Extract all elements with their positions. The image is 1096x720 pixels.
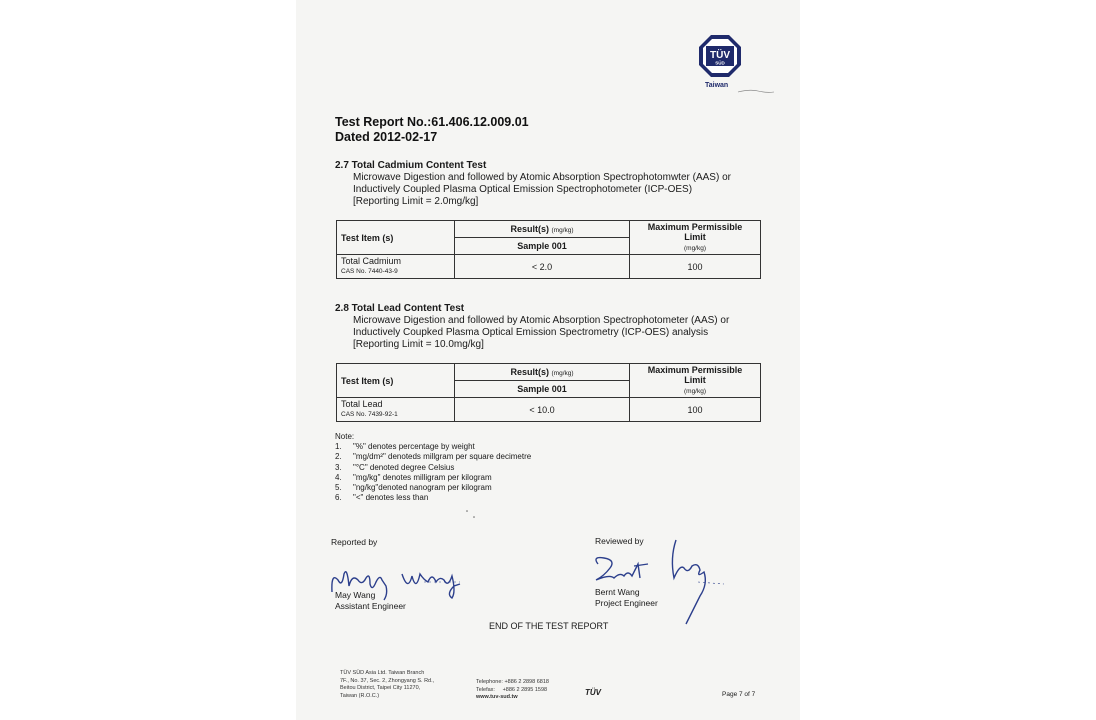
section-line: Inductively Coupled Plasma Optical Emission Spectrophotometer (ICP-OES) [353, 184, 693, 195]
notes [335, 432, 531, 503]
header-results: Result(s) (mg/kg) [455, 221, 630, 238]
note-item: 3. "°C" denoted degree Celsius [335, 462, 455, 472]
page-number: Page 7 of 7 [722, 691, 756, 698]
header-limit: Maximum Permissible Limit (mg/kg) [630, 221, 761, 255]
footer-line: TÜV SÜD Asia Ltd. Taiwan Branch [340, 670, 425, 676]
footer-logo: TÜV [585, 688, 601, 697]
logo-scribble [736, 88, 776, 94]
reported-by-label: Reported by [331, 537, 378, 547]
notes-label: Note: [335, 432, 355, 441]
section-line: Inductively Coupked Plasma Optical Emission Spectrometry (ICP-OES) analysis [353, 327, 709, 338]
note-item: 6. "<" denotes less than [335, 493, 429, 503]
footer-contact [476, 679, 549, 702]
report-page [296, 0, 800, 720]
note-item: 5. "ng/kg"denoted nanogram per kilogram [335, 483, 492, 493]
reviewer-name-block [595, 587, 658, 608]
table-row-item: Total Cadmium CAS No. 7440-43-9 [337, 255, 455, 279]
tuv-sud-logo [697, 33, 743, 79]
logo-caption: Taiwan [705, 82, 729, 89]
reporter-title: Assistant Engineer [335, 600, 406, 611]
reviewer-signature [590, 534, 730, 626]
note-item: 4. "mg/kg" denotes milligram per kilogram [335, 472, 492, 482]
reviewer-title: Project Engineer [595, 597, 658, 608]
header-test-item: Test Item (s) [337, 364, 455, 398]
table-row-result: < 2.0 [455, 255, 630, 279]
reviewer-name: Bernt Wang [595, 587, 640, 597]
footer-line: www.tuv-sud.tw [476, 694, 518, 701]
footer-address [340, 670, 434, 700]
footer-line: Telefax: +886 2 2895 1598 [476, 686, 548, 693]
report-number: Test Report No.:61.406.12.009.01 [335, 115, 529, 129]
header-limit: Maximum Permissible Limit (mg/kg) [630, 364, 761, 398]
section-line: [Reporting Limit = 10.0mg/kg] [353, 339, 484, 350]
stray-marks [464, 508, 480, 522]
header-results: Result(s) (mg/kg) [455, 364, 630, 381]
logo-subtext: SÜD [715, 60, 725, 66]
cadmium-results-table [336, 220, 761, 279]
header-sample: Sample 001 [455, 381, 630, 398]
section-heading-lead: 2.8 Total Lead Content Test [335, 303, 465, 314]
footer-line: Telephone: +886 2 2898 6818 [476, 679, 549, 685]
reviewed-by-label: Reviewed by [595, 536, 644, 546]
footer-line: Taiwan (R.O.C.) [340, 692, 380, 699]
logo-text: TÜV [710, 50, 730, 61]
header-test-item: Test Item (s) [337, 221, 455, 255]
note-item: 1. "%" denotes percentage by weight [335, 442, 475, 452]
reporter-name: May Wang [335, 590, 376, 600]
table-row-item: Total Lead CAS No. 7439-92-1 [337, 398, 455, 422]
table-row-limit: 100 [630, 398, 761, 422]
section-heading-cadmium: 2.7 Total Cadmium Content Test [335, 160, 487, 171]
report-date: Dated 2012-02-17 [335, 130, 438, 144]
section-line: Microwave Digestion and followed by Atomic Absorption Spectrophotometer (AAS) or [353, 315, 730, 326]
table-row-limit: 100 [630, 255, 761, 279]
header-sample: Sample 001 [455, 238, 630, 255]
footer-line: 7F., No. 37, Sec. 2, Zhongyang S. Rd., [340, 677, 435, 684]
lead-results-table [336, 363, 761, 422]
end-of-report: END OF THE TEST REPORT [489, 621, 609, 631]
table-row-result: < 10.0 [455, 398, 630, 422]
section-line: [Reporting Limit = 2.0mg/kg] [353, 196, 479, 207]
reporter-name-block [335, 590, 406, 611]
footer-line: Beitou District, Taipei City 11270, [340, 685, 421, 692]
note-item: 2. "mg/dm²" denoteds millgram per square decimetre [335, 452, 532, 462]
section-line: Microwave Digestion and followed by Atomic Absorption Spectrophotomwter (AAS) or [353, 172, 731, 183]
